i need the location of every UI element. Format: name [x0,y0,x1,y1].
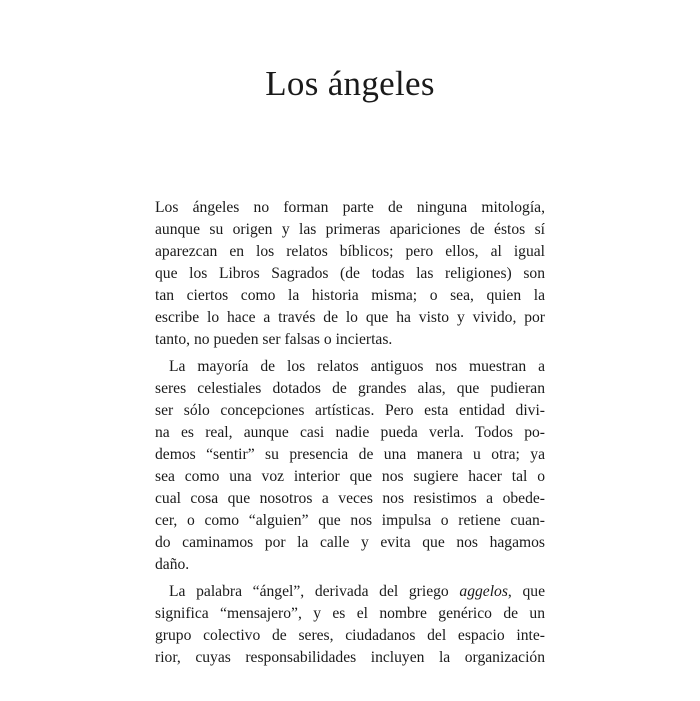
text-line: grupo colectivo de seres, ciudadanos del espacio inte- [155,627,545,644]
text-line: tan ciertos como la historia misma; o sea, quien la [155,287,545,304]
page-title: Los ángeles [265,64,435,103]
text-line: daño. [155,556,190,573]
text-line: Los ángeles no forman parte de ninguna mitología, [155,199,545,216]
text-line: aparezcan en los relatos bíblicos; pero ellos, al igual [155,243,545,260]
text-fragment: , que [507,583,545,600]
text-line: sea como una voz interior que nos sugiere hacer tal o [155,468,545,485]
text-line [155,581,545,603]
body-text [155,197,545,669]
italic-term: aggelos [459,583,508,600]
text-line: na es real, aunque casi nadie pueda verla. Todos po- [155,424,545,441]
paragraph-3 [155,581,545,669]
text-line: do caminamos por la calle y evita que nos hagamos [155,534,545,551]
text-line: seres celestiales dotados de grandes alas, que pudieran [155,380,545,397]
text-line: tanto, no pueden ser falsas o inciertas. [155,331,393,348]
text-line: La mayoría de los relatos antiguos nos muestran a [169,358,545,375]
text-line: escribe lo hace a través de lo que ha visto y vivido, por [155,309,545,326]
text-fragment: La palabra “ángel”, derivada del griego [169,583,460,600]
text-line: aunque su origen y las primeras apariciones de éstos sí [155,221,545,238]
text-line: que los Libros Sagrados (de todas las religiones) son [155,265,545,282]
text-line: demos “sentir” su presencia de una manera u otra; ya [155,446,545,463]
text-line: ser sólo concepciones artísticas. Pero esta entidad divi- [155,402,545,419]
paragraph-2 [155,356,545,576]
text-line: significa “mensajero”, y es el nombre genérico de un [155,605,545,622]
text-line: cer, o como “alguien” que nos impulsa o retiene cuan- [155,512,545,529]
text-line: cual cosa que nosotros a veces nos resistimos a obede- [155,490,545,507]
text-line: rior, cuyas responsabilidades incluyen la organización [155,649,545,666]
paragraph-1 [155,197,545,351]
